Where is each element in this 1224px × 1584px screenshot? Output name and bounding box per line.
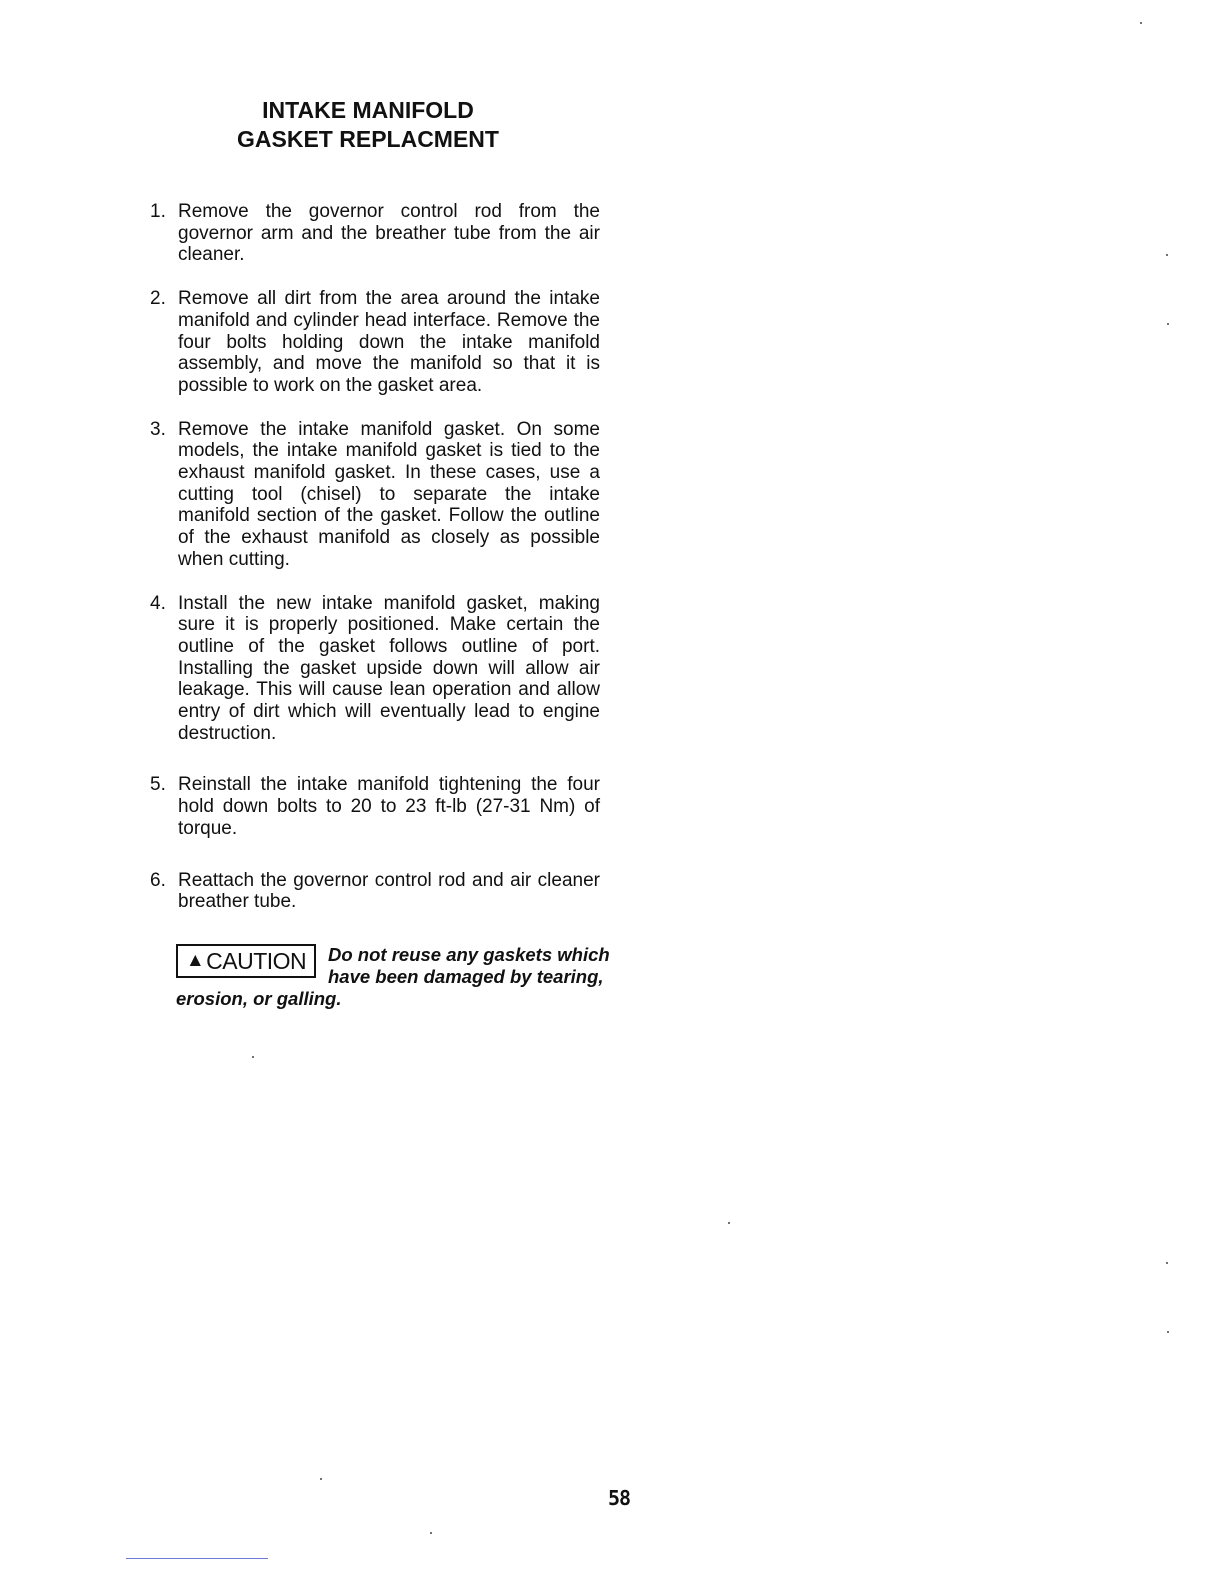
scan-speck [1167, 323, 1169, 325]
bottom-rule-line [126, 1558, 268, 1559]
page-title [168, 96, 568, 154]
caution-label: CAUTION [206, 947, 307, 974]
scan-speck [1166, 1262, 1168, 1264]
step-1 [150, 201, 600, 266]
scan-speck [252, 1056, 254, 1058]
scan-speck [1167, 1331, 1169, 1333]
warning-triangle-icon: ▲ [185, 950, 205, 971]
step-4 [150, 593, 600, 745]
scan-speck [430, 1532, 432, 1534]
caution-line-3: erosion, or galling. [176, 988, 342, 1009]
title-line-2: GASKET REPLACMENT [237, 126, 499, 152]
caution-label-box [176, 944, 316, 978]
scan-speck [728, 1222, 730, 1224]
step-3 [150, 419, 600, 571]
caution-notice [176, 944, 610, 1010]
step-text: Remove all dirt from the area around the intake manifold and cylinder head interface. Remove the four bolts holding down the intake manifold assembly, and move the manifold so that it is possible to work on the gasket area. [178, 288, 600, 396]
procedure-steps [150, 201, 600, 913]
scan-speck [1140, 22, 1142, 24]
step-text: Reinstall the intake manifold tightening the four hold down bolts to 20 to 23 ft-lb (27-31 Nm) of torque. [178, 774, 600, 839]
step-2 [150, 288, 600, 397]
step-number: 2. [150, 288, 166, 310]
step-number: 5. [150, 774, 166, 796]
scan-speck [1166, 254, 1168, 256]
step-number: 3. [150, 418, 166, 440]
step-number: 1. [150, 201, 166, 222]
caution-line-2: have been damaged by tearing, [328, 966, 604, 987]
title-line-1: INTAKE MANIFOLD [262, 97, 474, 123]
step-5 [150, 774, 600, 839]
page-number: 58 [608, 1486, 631, 1510]
step-text: Remove the governor control rod from the governor arm and the breather tube from the air cleaner. [178, 201, 600, 266]
step-number: 6. [150, 869, 166, 891]
step-text: Remove the intake manifold gasket. On some models, the intake manifold gasket is tied to the exhaust manifold gasket. In these cases, use a cutting tool (chisel) to separate the intake manifold section of the gasket. Follow the outline of the exhaust manifold as closely as possible when cutting. [178, 418, 600, 570]
step-text: Install the new intake manifold gasket, making sure it is properly positioned. Make certain the outline of the gasket follows outline of port. Installing the gasket upside down will allow air leakage. This will cause lean operation and allow entry of dirt which will eventually lead to engine destruction. [178, 592, 600, 744]
step-number: 4. [150, 592, 166, 614]
step-6 [150, 870, 600, 913]
step-text: Reattach the governor control rod and air cleaner breather tube. [178, 869, 600, 913]
caution-line-1: Do not reuse any gaskets which [328, 944, 610, 965]
scan-speck [320, 1478, 322, 1480]
